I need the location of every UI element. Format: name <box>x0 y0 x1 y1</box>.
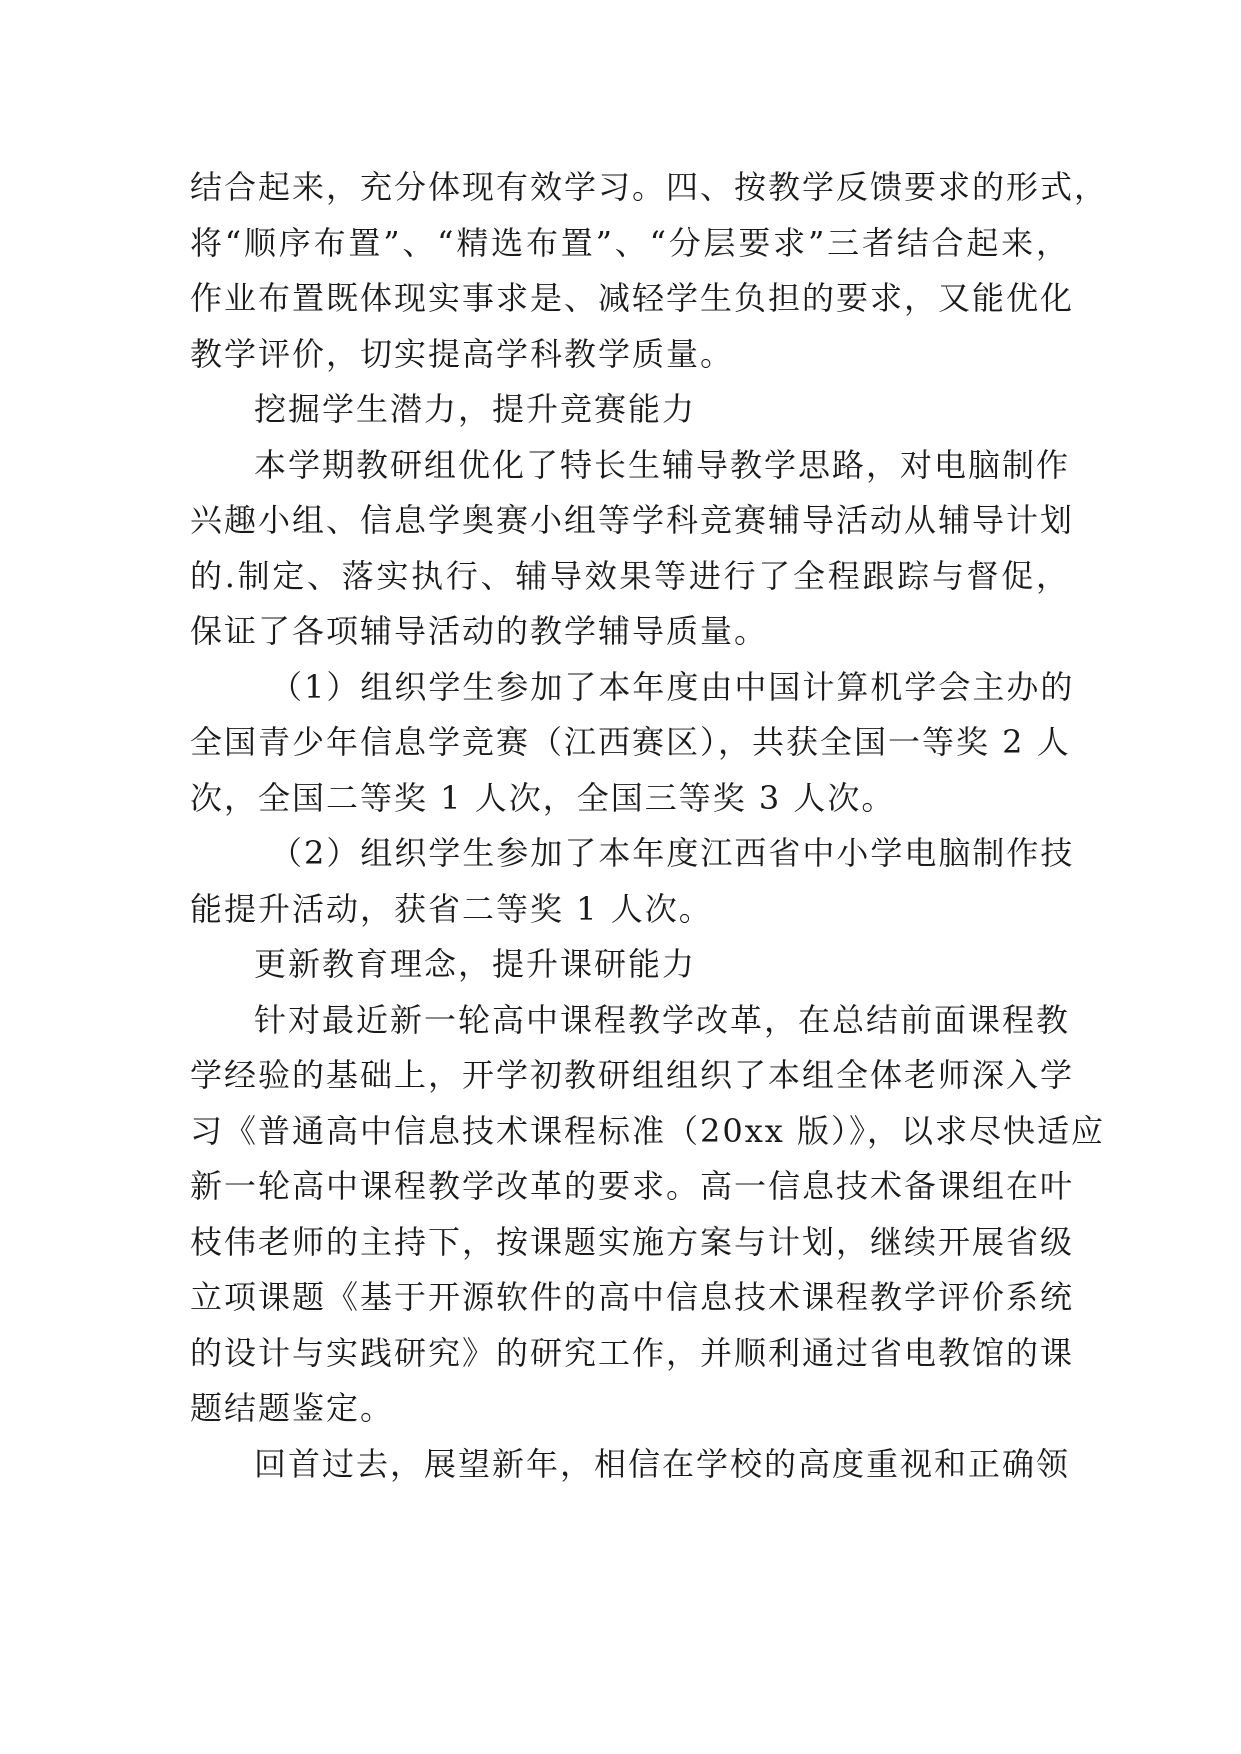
section-heading: 更新教育理念，提升课研能力 <box>254 945 697 983</box>
text-line: 针对最近新一轮高中课程教学改革，在总结前面课程教 <box>254 1000 1071 1039</box>
section-heading: 挖掘学生潜力，提升竞赛能力 <box>254 390 697 428</box>
text-line: 的设计与实践研究》的研究工作，并顺利通过省电教馆的课 <box>190 1333 1075 1372</box>
text-line: 次，全国二等奖 1 人次，全国三等奖 3 人次。 <box>190 778 896 817</box>
text-line: 习《普通高中信息技术课程标准（20xx 版）》，以求尽快适应 <box>190 1111 1105 1150</box>
text-line: 回首过去，展望新年，相信在学校的高度重视和正确领 <box>254 1444 1071 1483</box>
text-line: 题结题鉴定。 <box>190 1389 395 1427</box>
text-line: 枝伟老师的主持下，按课题实施方案与计划，继续开展省级 <box>190 1222 1075 1261</box>
list-item-line: （2）组织学生参加了本年度江西省中小学电脑制作技 <box>270 834 1075 872</box>
text-line: 兴趣小组、信息学奥赛小组等学科竞赛辅导活动从辅导计划 <box>190 501 1075 539</box>
text-line: 教学评价，切实提高学科教学质量。 <box>190 334 735 373</box>
text-line: 全国青少年信息学竞赛（江西赛区），共获全国一等奖 2 人 <box>190 723 1071 761</box>
document-body <box>190 160 1109 1492</box>
text-line: 能提升活动，获省二等奖 1 人次。 <box>190 889 713 928</box>
text-line: 将“顺序布置”、“精选布置”、“分层要求”三者结合起来， <box>190 223 1070 262</box>
text-line: 的.制定、落实执行、辅导效果等进行了全程跟踪与督促， <box>190 556 1070 595</box>
text-line: 结合起来，充分体现有效学习。四、按教学反馈要求的形式， <box>190 168 1109 206</box>
text-line: 作业布置既体现实事求是、减轻学生负担的要求，又能优化 <box>190 279 1075 317</box>
text-line: 学经验的基础上，开学初教研组组织了本组全体老师深入学 <box>190 1056 1075 1094</box>
text-line: 本学期教研组优化了特长生辅导教学思路，对电脑制作 <box>254 445 1071 484</box>
text-line: 保证了各项辅导活动的教学辅导质量。 <box>190 612 769 650</box>
list-item-line: （1）组织学生参加了本年度由中国计算机学会主办的 <box>270 667 1075 706</box>
text-line: 立项课题《基于开源软件的高中信息技术课程教学评价系统 <box>190 1278 1075 1316</box>
text-line: 新一轮高中课程教学改革的要求。高一信息技术备课组在叶 <box>190 1167 1075 1205</box>
